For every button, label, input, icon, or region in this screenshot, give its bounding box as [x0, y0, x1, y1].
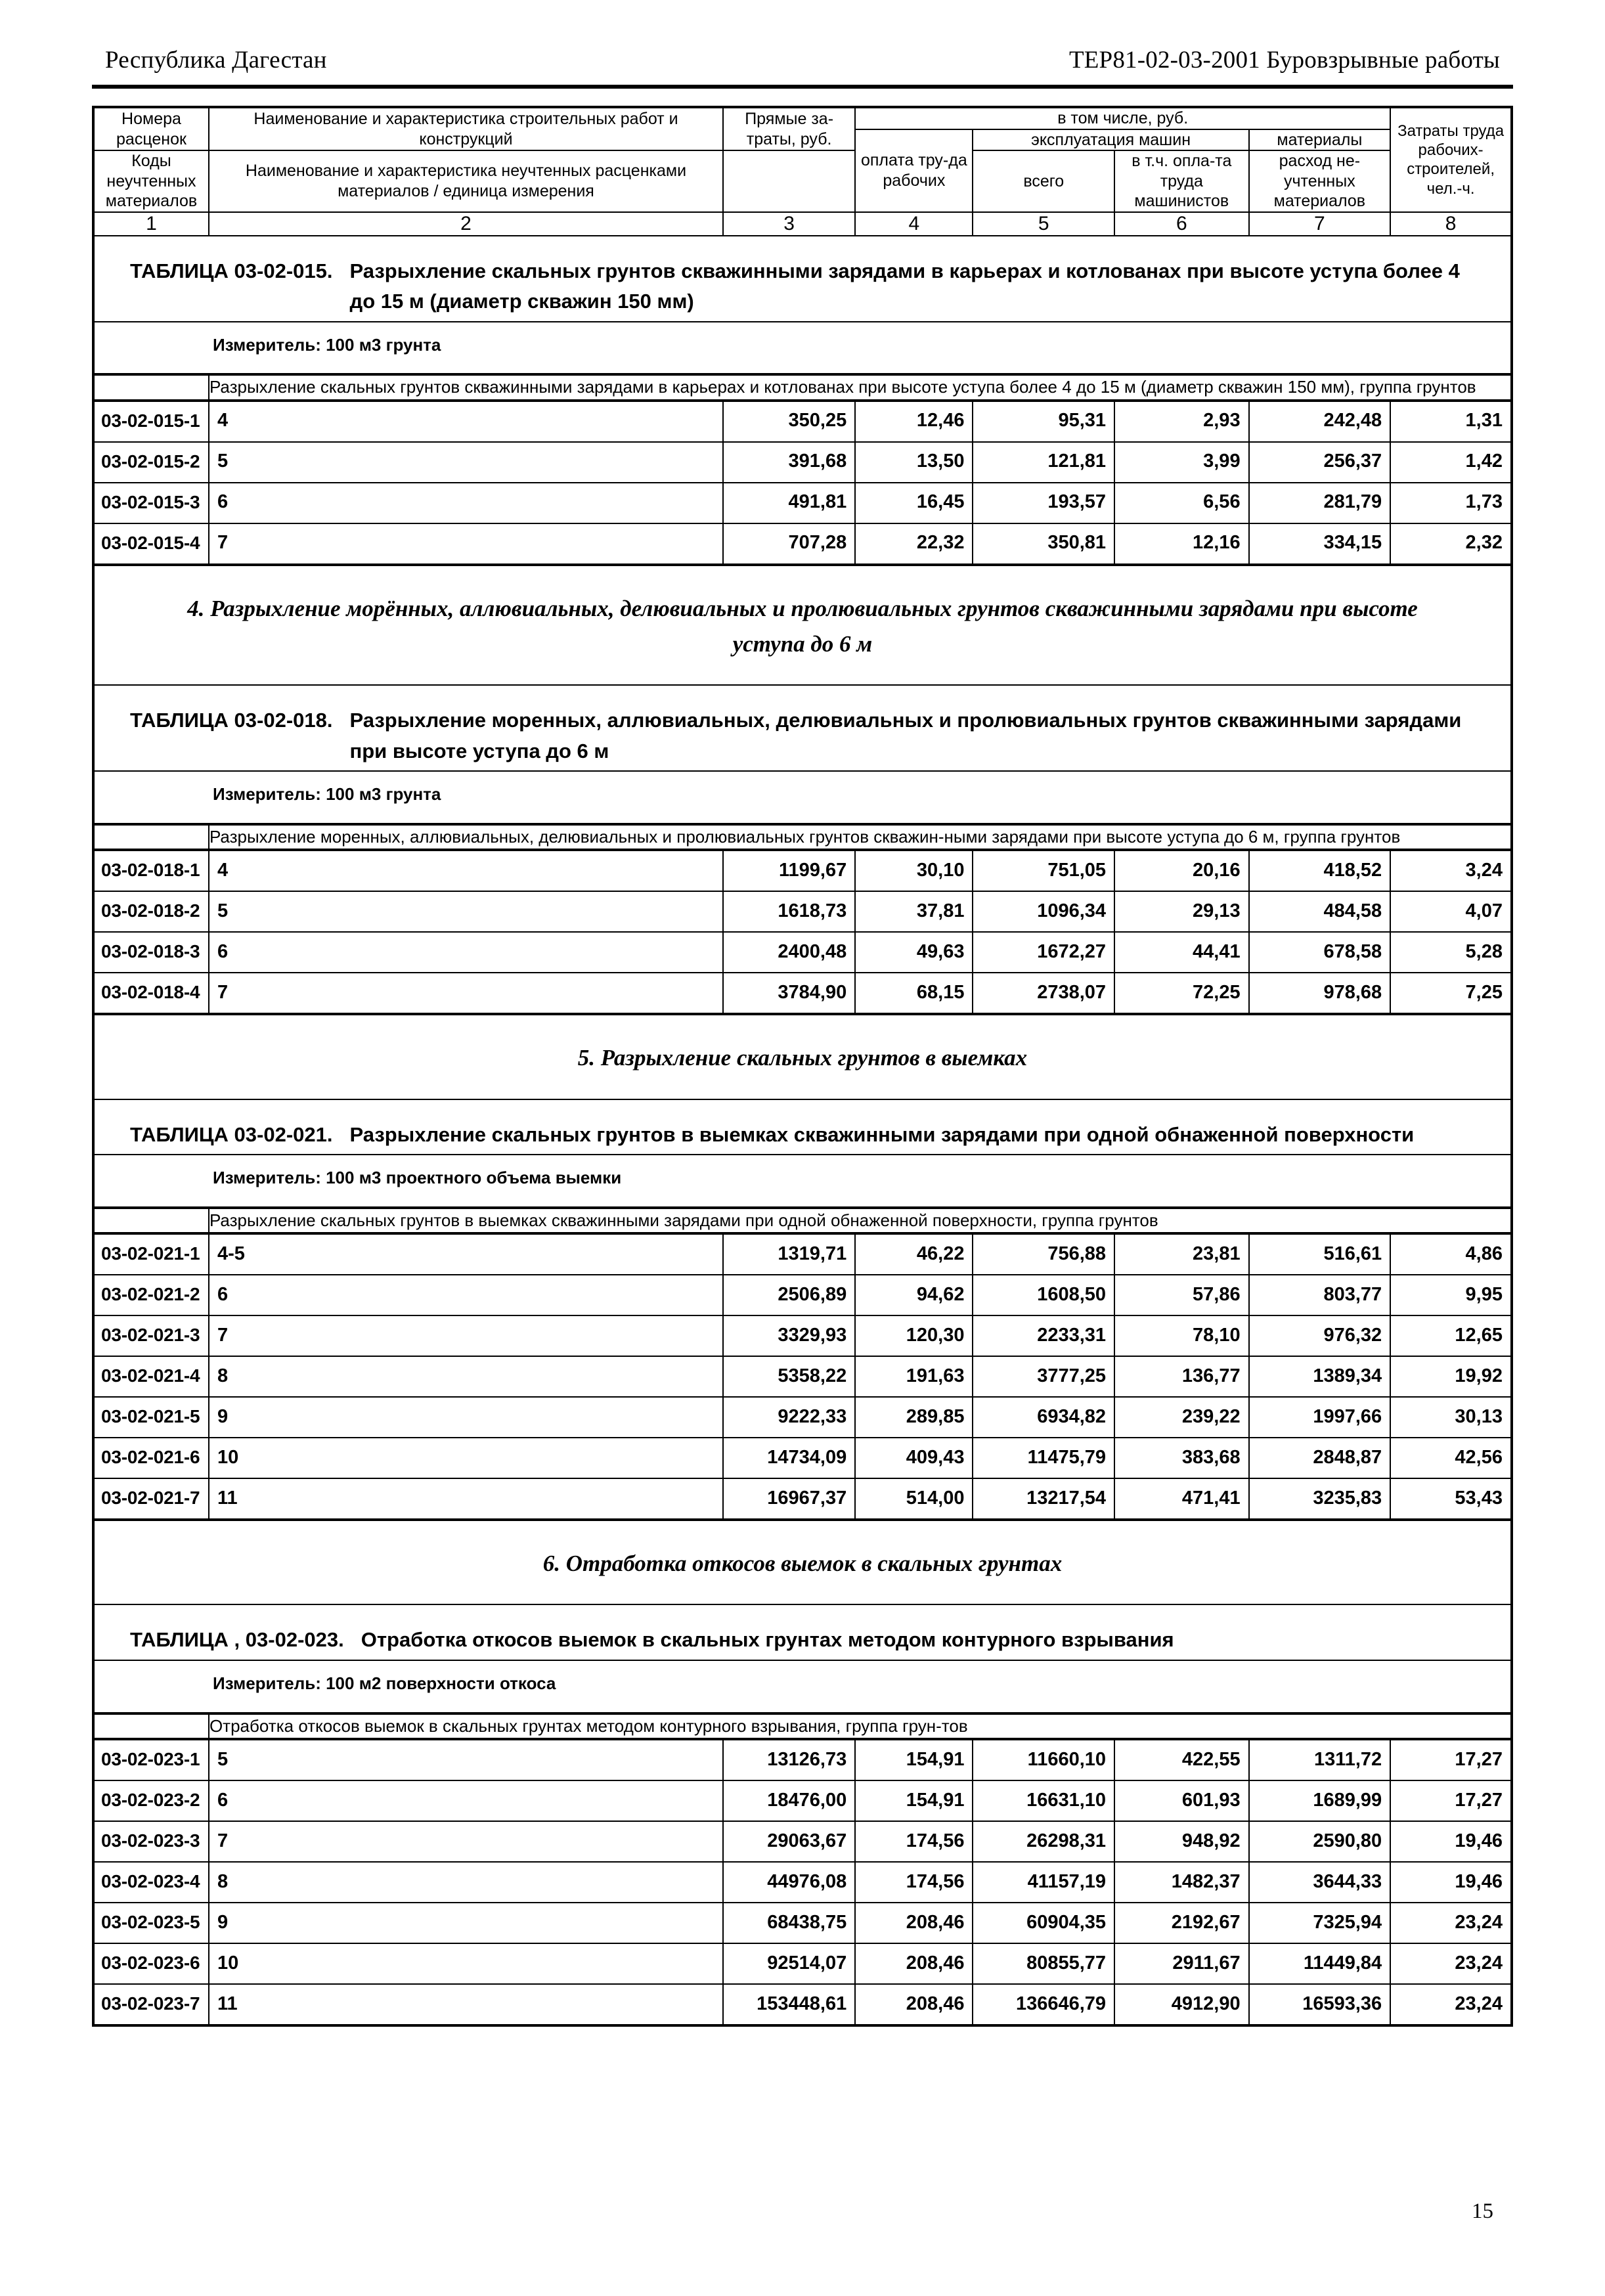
th-worker-pay: оплата тру-да рабочих — [855, 129, 973, 212]
section-heading: 4. Разрыхление морённых, аллювиальных, делювиальных и пролювиальных грунтов скважинными зарядами при высоте уступа до 6 м — [187, 595, 1418, 657]
cell-labor-input: 1,31 — [1390, 401, 1512, 442]
cell-code: 03-02-021-3 — [93, 1315, 209, 1356]
cell-name: 11 — [209, 1478, 723, 1520]
cell-code: 03-02-021-7 — [93, 1478, 209, 1520]
cell-materials-cost: 516,61 — [1249, 1233, 1391, 1275]
measure-unit-row — [93, 1660, 1512, 1713]
cell-name: 10 — [209, 1943, 723, 1984]
cell-direct-costs: 1618,73 — [723, 891, 855, 932]
th-direct-costs: Прямые за-траты, руб. — [723, 107, 855, 150]
cell-machines-total: 1672,27 — [973, 932, 1114, 973]
cell-name: 6 — [209, 1275, 723, 1315]
cell-machinist-pay: 948,92 — [1114, 1821, 1249, 1862]
work-description: Отработка откосов выемок в скальных грунтах методом контурного взрывания, группа грун-тов — [209, 1713, 1512, 1739]
table-row — [93, 1903, 1512, 1943]
work-description-row — [93, 1713, 1512, 1739]
table-title-row — [93, 685, 1512, 771]
table-header-group — [93, 107, 1512, 236]
measure-unit: Измеритель: 100 м2 поверхности откоса — [213, 1673, 556, 1693]
cell-machines-total: 41157,19 — [973, 1862, 1114, 1903]
cell-machinist-pay: 23,81 — [1114, 1233, 1249, 1275]
cell-machinist-pay: 2,93 — [1114, 401, 1249, 442]
table-row — [93, 1780, 1512, 1821]
th-col2-bottom: Наименование и характеристика неучтенных расценками материалов / единица измерения — [209, 150, 723, 212]
page-number: 15 — [1472, 2199, 1493, 2223]
cell-labor-input: 5,28 — [1390, 932, 1512, 973]
cell-name: 5 — [209, 1739, 723, 1780]
cell-materials-cost: 978,68 — [1249, 973, 1391, 1014]
cell-code: 03-02-018-4 — [93, 973, 209, 1014]
measure-unit-row — [93, 322, 1512, 375]
table-label: ТАБЛИЦА 03-02-021. — [130, 1122, 333, 1146]
th-unaccounted-materials: расход не-учтенных материалов — [1249, 150, 1391, 212]
table-row — [93, 1739, 1512, 1780]
table-row — [93, 1438, 1512, 1478]
cell-machinist-pay: 4912,90 — [1114, 1984, 1249, 2025]
cell-materials-cost: 2590,80 — [1249, 1821, 1391, 1862]
cell-worker-pay: 174,56 — [855, 1862, 973, 1903]
cell-name: 6 — [209, 483, 723, 523]
cell-name: 8 — [209, 1862, 723, 1903]
cell-labor-input: 19,92 — [1390, 1356, 1512, 1397]
column-number-row — [93, 212, 1512, 236]
cell-machines-total: 751,05 — [973, 850, 1114, 891]
th-direct-costs-spacer — [723, 150, 855, 212]
cell-name: 4 — [209, 401, 723, 442]
cell-materials-cost: 281,79 — [1249, 483, 1391, 523]
table-row — [93, 1862, 1512, 1903]
cell-machines-total: 80855,77 — [973, 1943, 1114, 1984]
cell-worker-pay: 12,46 — [855, 401, 973, 442]
cell-labor-input: 30,13 — [1390, 1397, 1512, 1438]
cell-materials-cost: 7325,94 — [1249, 1903, 1391, 1943]
cell-machinist-pay: 3,99 — [1114, 442, 1249, 483]
table-row — [93, 1315, 1512, 1356]
measure-unit: Измеритель: 100 м3 проектного объема выемки — [213, 1168, 622, 1188]
price-table — [92, 106, 1513, 2027]
table-title — [95, 1100, 1510, 1155]
cell-name: 9 — [209, 1903, 723, 1943]
cell-machinist-pay: 422,55 — [1114, 1739, 1249, 1780]
cell-machines-total: 6934,82 — [973, 1397, 1114, 1438]
cell-code: 03-02-015-2 — [93, 442, 209, 483]
table-row — [93, 891, 1512, 932]
running-head-left: Республика Дагестан — [105, 47, 327, 74]
cell-labor-input: 1,73 — [1390, 483, 1512, 523]
cell-direct-costs: 9222,33 — [723, 1397, 855, 1438]
running-head-right: ТЕР81-02-03-2001 Буровзрывные работы — [1068, 47, 1500, 74]
cell-code: 03-02-015-3 — [93, 483, 209, 523]
cell-direct-costs: 68438,75 — [723, 1903, 855, 1943]
th-col2-top: Наименование и характеристика строительных работ и конструкций — [209, 107, 723, 150]
cell-direct-costs: 3329,93 — [723, 1315, 855, 1356]
cell-machinist-pay: 2192,67 — [1114, 1903, 1249, 1943]
table-title-text: Разрыхление скальных грунтов скважинными зарядами в карьерах и котлованах при высоте уступа более 4 до 15 м (диаметр скважин 150 мм) — [349, 259, 1460, 313]
table-title-row — [93, 1604, 1512, 1660]
cell-name: 10 — [209, 1438, 723, 1478]
cell-name: 9 — [209, 1397, 723, 1438]
table-title-row — [93, 236, 1512, 322]
colnum-7: 7 — [1249, 212, 1391, 236]
cell-machinist-pay: 601,93 — [1114, 1780, 1249, 1821]
cell-machines-total: 193,57 — [973, 483, 1114, 523]
cell-code: 03-02-021-2 — [93, 1275, 209, 1315]
colnum-8: 8 — [1390, 212, 1512, 236]
cell-labor-input: 23,24 — [1390, 1984, 1512, 2025]
cell-machinist-pay: 72,25 — [1114, 973, 1249, 1014]
cell-labor-input: 7,25 — [1390, 973, 1512, 1014]
cell-labor-input: 19,46 — [1390, 1821, 1512, 1862]
cell-code: 03-02-021-6 — [93, 1438, 209, 1478]
cell-labor-input: 17,27 — [1390, 1739, 1512, 1780]
table-row — [93, 401, 1512, 442]
cell-direct-costs: 14734,09 — [723, 1438, 855, 1478]
cell-worker-pay: 37,81 — [855, 891, 973, 932]
th-group-materials: материалы — [1249, 129, 1391, 151]
work-description: Разрыхление моренных, аллювиальных, делювиальных и пролювиальных грунтов скважин-ными зарядами при высоте уступа до 6 м, группа грунтов — [209, 824, 1512, 850]
cell-labor-input: 3,24 — [1390, 850, 1512, 891]
cell-code: 03-02-021-5 — [93, 1397, 209, 1438]
cell-machinist-pay: 1482,37 — [1114, 1862, 1249, 1903]
measure-unit-row — [93, 1155, 1512, 1208]
cell-direct-costs: 1199,67 — [723, 850, 855, 891]
cell-direct-costs: 16967,37 — [723, 1478, 855, 1520]
cell-code: 03-02-015-1 — [93, 401, 209, 442]
cell-code: 03-02-023-7 — [93, 1984, 209, 2025]
cell-name: 7 — [209, 1821, 723, 1862]
cell-code: 03-02-018-3 — [93, 932, 209, 973]
table-row — [93, 932, 1512, 973]
table-row — [93, 1478, 1512, 1520]
table-row — [93, 1233, 1512, 1275]
cell-labor-input: 12,65 — [1390, 1315, 1512, 1356]
cell-direct-costs: 2400,48 — [723, 932, 855, 973]
cell-materials-cost: 803,77 — [1249, 1275, 1391, 1315]
cell-code: 03-02-018-2 — [93, 891, 209, 932]
cell-materials-cost: 418,52 — [1249, 850, 1391, 891]
cell-machines-total: 11660,10 — [973, 1739, 1114, 1780]
cell-name: 8 — [209, 1356, 723, 1397]
cell-code: 03-02-023-4 — [93, 1862, 209, 1903]
work-description-row — [93, 824, 1512, 850]
cell-direct-costs: 2506,89 — [723, 1275, 855, 1315]
cell-direct-costs: 707,28 — [723, 523, 855, 565]
cell-materials-cost: 256,37 — [1249, 442, 1391, 483]
cell-materials-cost: 1311,72 — [1249, 1739, 1391, 1780]
cell-materials-cost: 3644,33 — [1249, 1862, 1391, 1903]
cell-machines-total: 2738,07 — [973, 973, 1114, 1014]
table-title-text: Отработка откосов выемок в скальных грунтах методом контурного взрывания — [361, 1628, 1174, 1652]
cell-name: 6 — [209, 932, 723, 973]
cell-machines-total: 60904,35 — [973, 1903, 1114, 1943]
th-col1-top: Номера расценок — [93, 107, 209, 150]
table-label: ТАБЛИЦА , 03-02-023. — [130, 1628, 344, 1652]
cell-machinist-pay: 57,86 — [1114, 1275, 1249, 1315]
running-head — [92, 46, 1513, 81]
cell-labor-input: 53,43 — [1390, 1478, 1512, 1520]
cell-code: 03-02-023-3 — [93, 1821, 209, 1862]
cell-labor-input: 42,56 — [1390, 1438, 1512, 1478]
cell-labor-input: 9,95 — [1390, 1275, 1512, 1315]
cell-labor-input: 17,27 — [1390, 1780, 1512, 1821]
cell-worker-pay: 49,63 — [855, 932, 973, 973]
cell-machines-total: 350,81 — [973, 523, 1114, 565]
work-description-row — [93, 374, 1512, 400]
table-title — [95, 236, 1510, 321]
cell-direct-costs: 29063,67 — [723, 1821, 855, 1862]
cell-materials-cost: 1389,34 — [1249, 1356, 1391, 1397]
cell-worker-pay: 514,00 — [855, 1478, 973, 1520]
cell-machinist-pay: 29,13 — [1114, 891, 1249, 932]
measure-unit-row — [93, 771, 1512, 824]
cell-code: 03-02-023-5 — [93, 1903, 209, 1943]
cell-code: 03-02-021-4 — [93, 1356, 209, 1397]
measure-unit: Измеритель: 100 м3 грунта — [213, 784, 441, 805]
cell-machinist-pay: 239,22 — [1114, 1397, 1249, 1438]
cell-materials-cost: 16593,36 — [1249, 1984, 1391, 2025]
section-heading-row — [93, 565, 1512, 686]
cell-machinist-pay: 471,41 — [1114, 1478, 1249, 1520]
table-row — [93, 1275, 1512, 1315]
cell-machines-total: 756,88 — [973, 1233, 1114, 1275]
cell-materials-cost: 3235,83 — [1249, 1478, 1391, 1520]
cell-machinist-pay: 2911,67 — [1114, 1943, 1249, 1984]
work-description-code-cell — [93, 824, 209, 850]
table-label: ТАБЛИЦА 03-02-018. — [130, 709, 333, 732]
cell-name: 4-5 — [209, 1233, 723, 1275]
cell-worker-pay: 68,15 — [855, 973, 973, 1014]
cell-materials-cost: 334,15 — [1249, 523, 1391, 565]
table-row — [93, 1984, 1512, 2025]
cell-direct-costs: 350,25 — [723, 401, 855, 442]
cell-materials-cost: 1689,99 — [1249, 1780, 1391, 1821]
cell-worker-pay: 46,22 — [855, 1233, 973, 1275]
cell-worker-pay: 409,43 — [855, 1438, 973, 1478]
cell-name: 4 — [209, 850, 723, 891]
th-group-machines: эксплуатация машин — [973, 129, 1248, 151]
cell-direct-costs: 1319,71 — [723, 1233, 855, 1275]
table-row — [93, 1943, 1512, 1984]
cell-worker-pay: 16,45 — [855, 483, 973, 523]
cell-worker-pay: 191,63 — [855, 1356, 973, 1397]
table-row — [93, 850, 1512, 891]
cell-machines-total: 13217,54 — [973, 1478, 1114, 1520]
cell-machines-total: 11475,79 — [973, 1438, 1114, 1478]
cell-machinist-pay: 136,77 — [1114, 1356, 1249, 1397]
cell-machinist-pay: 44,41 — [1114, 932, 1249, 973]
cell-machines-total: 1096,34 — [973, 891, 1114, 932]
table-row — [93, 1821, 1512, 1862]
table-row — [93, 973, 1512, 1014]
cell-name: 5 — [209, 891, 723, 932]
cell-worker-pay: 30,10 — [855, 850, 973, 891]
cell-worker-pay: 120,30 — [855, 1315, 973, 1356]
cell-materials-cost: 242,48 — [1249, 401, 1391, 442]
work-description-code-cell — [93, 374, 209, 400]
cell-materials-cost: 484,58 — [1249, 891, 1391, 932]
cell-code: 03-02-015-4 — [93, 523, 209, 565]
cell-worker-pay: 208,46 — [855, 1903, 973, 1943]
colnum-6: 6 — [1114, 212, 1249, 236]
cell-name: 5 — [209, 442, 723, 483]
th-machinist-pay: в т.ч. опла-та труда машинистов — [1114, 150, 1249, 212]
table-row — [93, 523, 1512, 565]
cell-labor-input: 2,32 — [1390, 523, 1512, 565]
cell-machinist-pay: 383,68 — [1114, 1438, 1249, 1478]
work-description-code-cell — [93, 1713, 209, 1739]
cell-labor-input: 1,42 — [1390, 442, 1512, 483]
cell-direct-costs: 391,68 — [723, 442, 855, 483]
cell-machines-total: 2233,31 — [973, 1315, 1114, 1356]
table-body — [93, 236, 1512, 2026]
cell-name: 6 — [209, 1780, 723, 1821]
cell-machines-total: 1608,50 — [973, 1275, 1114, 1315]
cell-worker-pay: 22,32 — [855, 523, 973, 565]
colnum-3: 3 — [723, 212, 855, 236]
cell-direct-costs: 13126,73 — [723, 1739, 855, 1780]
cell-worker-pay: 154,91 — [855, 1780, 973, 1821]
work-description-code-cell — [93, 1208, 209, 1233]
cell-code: 03-02-018-1 — [93, 850, 209, 891]
cell-worker-pay: 289,85 — [855, 1397, 973, 1438]
cell-direct-costs: 44976,08 — [723, 1862, 855, 1903]
colnum-2: 2 — [209, 212, 723, 236]
cell-direct-costs: 153448,61 — [723, 1984, 855, 2025]
cell-machinist-pay: 12,16 — [1114, 523, 1249, 565]
cell-machines-total: 121,81 — [973, 442, 1114, 483]
cell-code: 03-02-023-6 — [93, 1943, 209, 1984]
cell-materials-cost: 1997,66 — [1249, 1397, 1391, 1438]
cell-name: 11 — [209, 1984, 723, 2025]
cell-machines-total: 136646,79 — [973, 1984, 1114, 2025]
th-labor-costs: Затраты труда рабочих-строителей, чел.-ч. — [1390, 107, 1512, 212]
cell-worker-pay: 13,50 — [855, 442, 973, 483]
colnum-1: 1 — [93, 212, 209, 236]
work-description: Разрыхление скальных грунтов скважинными зарядами в карьерах и котлованах при высоте уступа более 4 до 15 м (диаметр скважин 150 мм), группа грунтов — [209, 374, 1512, 400]
table-row — [93, 442, 1512, 483]
header-rule — [92, 85, 1513, 89]
cell-machinist-pay: 6,56 — [1114, 483, 1249, 523]
section-heading-row — [93, 1014, 1512, 1099]
cell-labor-input: 23,24 — [1390, 1903, 1512, 1943]
colnum-5: 5 — [973, 212, 1114, 236]
cell-worker-pay: 208,46 — [855, 1943, 973, 1984]
cell-code: 03-02-023-1 — [93, 1739, 209, 1780]
table-title — [95, 1605, 1510, 1660]
cell-direct-costs: 92514,07 — [723, 1943, 855, 1984]
cell-name: 7 — [209, 973, 723, 1014]
work-description-row — [93, 1208, 1512, 1233]
cell-name: 7 — [209, 1315, 723, 1356]
cell-direct-costs: 5358,22 — [723, 1356, 855, 1397]
cell-materials-cost: 2848,87 — [1249, 1438, 1391, 1478]
cell-name: 7 — [209, 523, 723, 565]
table-title-row — [93, 1099, 1512, 1155]
table-title-text: Разрыхление моренных, аллювиальных, делювиальных и пролювиальных грунтов скважинными зарядами при высоте уступа до 6 м — [349, 709, 1462, 762]
section-heading: 5. Разрыхление скальных грунтов в выемках — [577, 1045, 1028, 1071]
work-description: Разрыхление скальных грунтов в выемках скважинными зарядами при одной обнаженной поверхности, группа грунтов — [209, 1208, 1512, 1233]
table-title-text: Разрыхление скальных грунтов в выемках скважинными зарядами при одной обнаженной поверхности — [349, 1122, 1415, 1146]
cell-worker-pay: 154,91 — [855, 1739, 973, 1780]
colnum-4: 4 — [855, 212, 973, 236]
cell-direct-costs: 491,81 — [723, 483, 855, 523]
section-heading-row — [93, 1520, 1512, 1604]
cell-code: 03-02-021-1 — [93, 1233, 209, 1275]
cell-direct-costs: 3784,90 — [723, 973, 855, 1014]
cell-materials-cost: 11449,84 — [1249, 1943, 1391, 1984]
table-label: ТАБЛИЦА 03-02-015. — [130, 259, 333, 282]
th-group-included: в том числе, руб. — [855, 107, 1390, 129]
cell-worker-pay: 174,56 — [855, 1821, 973, 1862]
cell-machinist-pay: 20,16 — [1114, 850, 1249, 891]
table-row — [93, 1397, 1512, 1438]
table-row — [93, 1356, 1512, 1397]
section-heading: 6. Отработка откосов выемок в скальных грунтах — [542, 1551, 1063, 1577]
cell-worker-pay: 208,46 — [855, 1984, 973, 2025]
cell-labor-input: 19,46 — [1390, 1862, 1512, 1903]
cell-materials-cost: 678,58 — [1249, 932, 1391, 973]
cell-direct-costs: 18476,00 — [723, 1780, 855, 1821]
header-row-1 — [93, 107, 1512, 129]
cell-labor-input: 23,24 — [1390, 1943, 1512, 1984]
cell-machines-total: 95,31 — [973, 401, 1114, 442]
cell-machines-total: 26298,31 — [973, 1821, 1114, 1862]
cell-code: 03-02-023-2 — [93, 1780, 209, 1821]
cell-labor-input: 4,86 — [1390, 1233, 1512, 1275]
th-col1-bottom: Коды неучтенных материалов — [93, 150, 209, 212]
th-machines-total: всего — [973, 150, 1114, 212]
cell-machines-total: 16631,10 — [973, 1780, 1114, 1821]
cell-materials-cost: 976,32 — [1249, 1315, 1391, 1356]
measure-unit: Измеритель: 100 м3 грунта — [213, 334, 441, 355]
table-row — [93, 483, 1512, 523]
table-title — [95, 686, 1510, 770]
cell-machines-total: 3777,25 — [973, 1356, 1114, 1397]
cell-labor-input: 4,07 — [1390, 891, 1512, 932]
cell-worker-pay: 94,62 — [855, 1275, 973, 1315]
cell-machinist-pay: 78,10 — [1114, 1315, 1249, 1356]
